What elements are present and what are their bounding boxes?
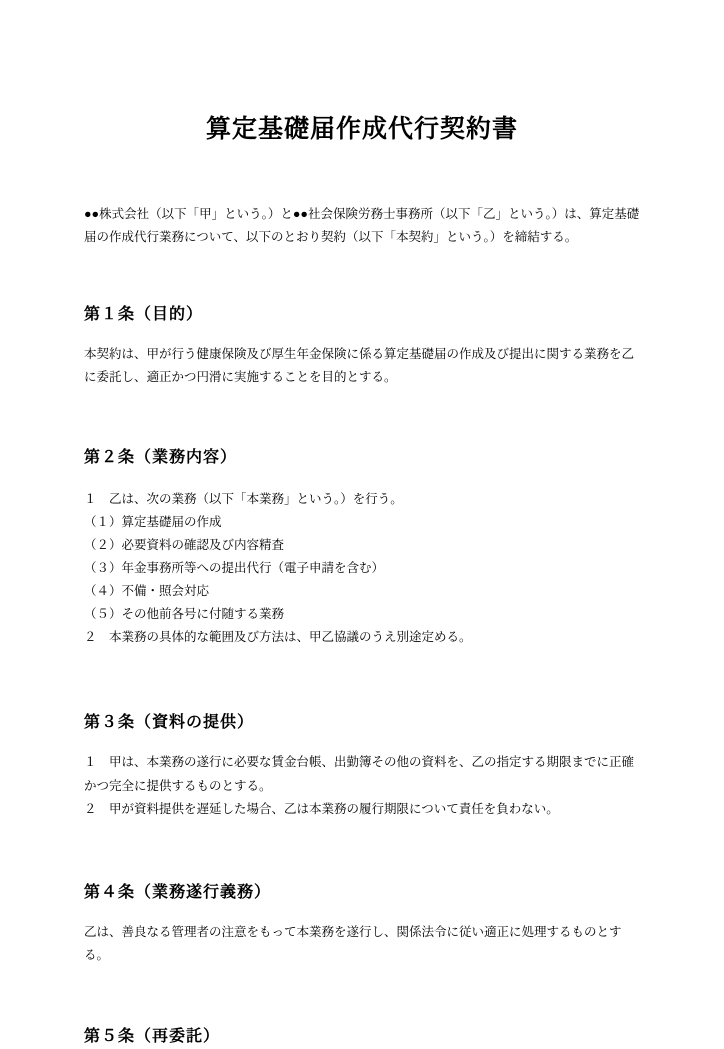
article-2-paragraph-2: ２ 本業務の具体的な範囲及び方法は、甲乙協議のうえ別途定める。 xyxy=(84,630,472,645)
article-3-paragraph-2: ２ 甲が資料提供を遅延した場合、乙は本業務の履行期限について責任を負わない。 xyxy=(84,801,559,816)
article-2-paragraph-1: １ 乙は、次の業務（以下「本業務」という。）を行う。 xyxy=(84,491,403,506)
article-4-paragraph-1: 乙は、善良なる管理者の注意をもって本業務を遂行し、関係法令に従い適正に処理するものとする。 xyxy=(84,924,622,962)
preamble-paragraph: ●●株式会社（以下「甲」という。）と●●社会保険労務士事務所（以下「乙」という。）は、算定基礎届の作成代行業務について、以下のとおり契約（以下「本契約」という。）を締結する。 xyxy=(84,207,640,245)
article-3-paragraph-1: １ 甲は、本業務の遂行に必要な賃金台帳、出勤簿その他の資料を、乙の指定する期限までに正確かつ完全に提供するものとする。 xyxy=(84,755,635,793)
article-4-body xyxy=(84,921,640,967)
article-4 xyxy=(84,881,640,967)
article-2-body xyxy=(84,488,640,650)
page-title: 算定基礎届作成代行契約書 xyxy=(205,115,518,143)
article-2-item-4: （４）不備・照会対応 xyxy=(84,584,210,598)
article-1-heading: 第１条（目的） xyxy=(84,306,204,324)
article-5 xyxy=(84,1025,640,1049)
article-2-item-3: （３）年金事務所等への提出代行（電子申請を含む） xyxy=(84,560,385,575)
article-3-heading: 第３条（資料の提供） xyxy=(84,714,255,732)
article-1 xyxy=(84,303,640,389)
article-1-body xyxy=(84,343,640,389)
article-5-heading: 第５条（再委託） xyxy=(84,1028,221,1045)
article-1-paragraph-1: 本契約は、甲が行う健康保険及び厚生年金保険に係る算定基礎届の作成及び提出に関する業務を乙に委託し、適正かつ円滑に実施することを目的とする。 xyxy=(84,347,635,385)
article-2-item-1: （１）算定基礎届の作成 xyxy=(84,514,222,529)
article-2-item-2: （２）必要資料の確認及び内容精査 xyxy=(84,537,285,552)
article-2 xyxy=(84,446,640,650)
article-3 xyxy=(84,711,640,820)
article-2-heading: 第２条（業務内容） xyxy=(84,448,238,466)
article-3-body xyxy=(84,751,640,820)
article-2-item-5: （５）その他前各号に付随する業務 xyxy=(84,607,285,622)
article-4-heading: 第４条（業務遂行義務） xyxy=(84,883,272,901)
